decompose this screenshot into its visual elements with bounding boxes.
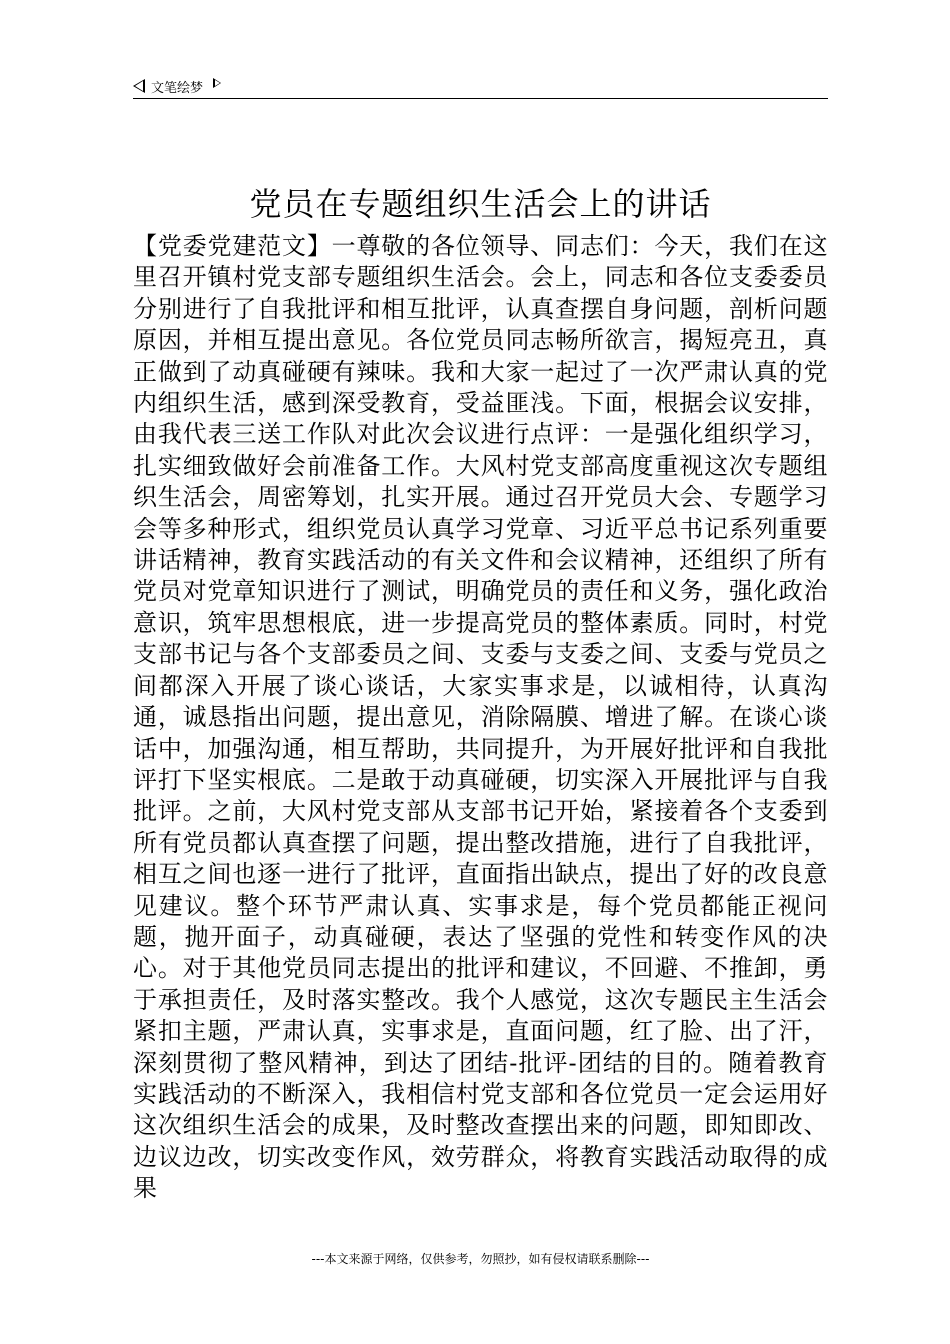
triangle-left-icon <box>133 79 145 93</box>
document-body: 【党委党建范文】一尊敬的各位领导、同志们：今天，我们在这里召开镇村党支部专题组织生活会。会上，同志和各位支委委员分别进行了自我批评和相互批评，认真查摆自身问题，剖析问题原因，并相互提出意见。各位党员同志畅所欲言，揭短亮丑，真正做到了动真碰硬有辣味。我和大家一起过了一次严肃认真的党内组织生活，感到深受教育，受益匪浅。下面，根据会议安排，由我代表三送工作队对此次会议进行点评：一是强化组织学习，扎实细致做好会前准备工作。大风村党支部高度重视这次专题组织生活会，周密筹划，扎实开展。通过召开党员大会、专题学习会等多种形式，组织党员认真学习党章、习近平总书记系列重要讲话精神，教育实践活动的有关文件和会议精神，还组织了所有党员对党章知识进行了测试，明确党员的责任和义务，强化政治意识，筑牢思想根底，进一步提高党员的整体素质。同时，村党支部书记与各个支部委员之间、支委与支委之间、支委与党员之间都深入开展了谈心谈话，大家实事求是，以诚相待，认真沟通，诚恳指出问题，提出意见，消除隔膜、增进了解。在谈心谈话中，加强沟通，相互帮助，共同提升，为开展好批评和自我批评打下坚实根底。二是敢于动真碰硬，切实深入开展批评与自我批评。之前，大风村党支部从支部书记开始，紧接着各个支委到所有党员都认真查摆了问题，提出整改措施，进行了自我批评，相互之间也逐一进行了批评，直面指出缺点，提出了好的改良意见建议。整个环节严肃认真、实事求是，每个党员都能正视问题，抛开面子，动真碰硬，表达了坚强的党性和转变作风的决心。对于其他党员同志提出的批评和建议，不回避、不推卸，勇于承担责任，及时落实整改。我个人感觉，这次专题民主生活会紧扣主题，严肃认真，实事求是，直面问题，红了脸、出了汗，深刻贯彻了整风精神，到达了团结-批评-团结的目的。随着教育实践活动的不断深入，我相信村党支部和各位党员一定会运用好这次组织生活会的成果，及时整改查摆出来的问题，即知即改、边议边改，切实改变作风，效劳群众，将教育实践活动取得的成果 <box>133 232 828 1203</box>
footer-disclaimer: ---本文来源于网络，仅供参考，勿照抄，如有侵权请联系删除--- <box>311 1252 650 1266</box>
header-brand: 文笔绘梦 <box>151 80 204 96</box>
triangle-right-icon <box>213 78 221 88</box>
header-divider <box>133 98 828 99</box>
document-title: 党员在专题组织生活会上的讲话 <box>249 185 712 223</box>
page-header <box>133 74 828 98</box>
